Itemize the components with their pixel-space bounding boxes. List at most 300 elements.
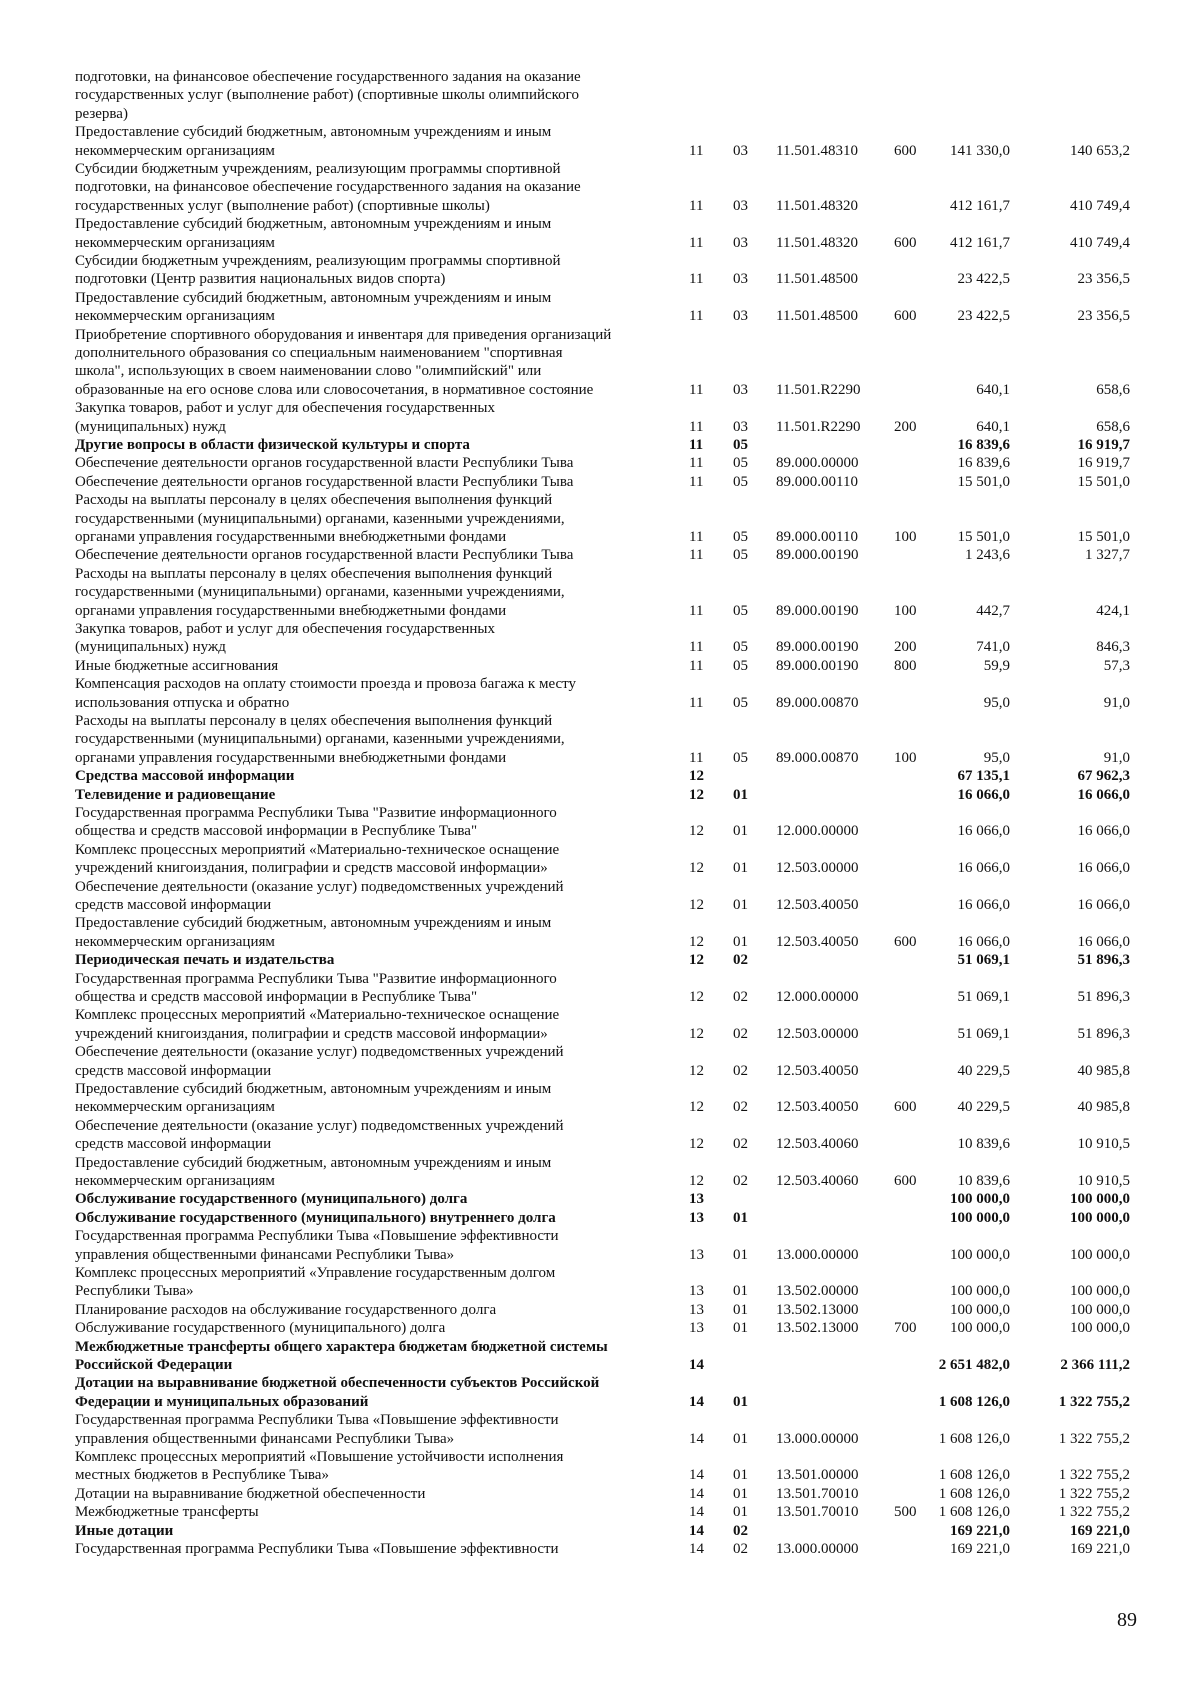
amount-year-2: 91,0 bbox=[1103, 749, 1130, 766]
amount-year-1: 51 069,1 bbox=[957, 952, 1010, 969]
amount-year-2: 1 322 755,2 bbox=[1058, 1504, 1130, 1521]
subsection-code: 02 bbox=[733, 1541, 748, 1557]
description-line: Закупка товаров, работ и услуг для обеспечения государственных bbox=[75, 400, 496, 417]
amount-year-1: 16 066,0 bbox=[957, 896, 1010, 913]
description-line: Комплекс процессных мероприятий «Управление государственным долгом bbox=[75, 1265, 556, 1281]
amount-year-1: 16 066,0 bbox=[957, 823, 1010, 840]
section-code: 11 bbox=[689, 418, 704, 435]
amount-year-2: 16 919,7 bbox=[1077, 455, 1130, 472]
target-article-code: 13.501.70010 bbox=[776, 1504, 859, 1521]
section-code: 13 bbox=[689, 1209, 704, 1226]
table-row bbox=[0, 565, 1200, 620]
description-line: местных бюджетов в Республике Тыва» bbox=[75, 1467, 329, 1484]
amount-year-2: 100 000,0 bbox=[1070, 1191, 1130, 1208]
description-line: Иные дотации bbox=[75, 1522, 174, 1539]
amount-year-1: 59,9 bbox=[983, 657, 1010, 674]
subsection-code: 01 bbox=[733, 1209, 748, 1226]
section-code: 14 bbox=[689, 1541, 704, 1557]
target-article-code: 89.000.00190 bbox=[776, 602, 859, 619]
row-description bbox=[75, 1319, 667, 1337]
expense-type-code: 100 bbox=[894, 528, 917, 545]
amount-year-1: 412 161,7 bbox=[950, 197, 1010, 214]
row-description bbox=[75, 620, 667, 657]
subsection-code: 02 bbox=[733, 1062, 748, 1079]
row-description bbox=[75, 914, 667, 951]
subsection-code: 01 bbox=[733, 1301, 748, 1318]
description-line: Комплекс процессных мероприятий «Материально-техническое оснащение bbox=[75, 1007, 560, 1024]
description-line: некоммерческим организациям bbox=[75, 308, 275, 325]
description-line: учреждений книгоиздания, полиграфии и средств массовой информации» bbox=[75, 860, 548, 877]
table-row bbox=[0, 546, 1200, 564]
row-description bbox=[75, 675, 667, 712]
target-article-code: 12.503.40050 bbox=[776, 933, 859, 950]
target-article-code: 12.000.00000 bbox=[776, 823, 859, 840]
subsection-code: 02 bbox=[733, 1136, 748, 1153]
target-article-code: 12.503.40050 bbox=[776, 1062, 859, 1079]
expense-type-code: 200 bbox=[894, 418, 917, 435]
amount-year-1: 40 229,5 bbox=[957, 1062, 1010, 1079]
row-description bbox=[75, 454, 667, 472]
amount-year-2: 169 221,0 bbox=[1070, 1522, 1130, 1539]
amount-year-2: 51 896,3 bbox=[1077, 952, 1130, 969]
subsection-code: 01 bbox=[733, 933, 748, 950]
section-code: 11 bbox=[689, 547, 704, 564]
amount-year-1: 442,7 bbox=[976, 602, 1010, 619]
section-code: 12 bbox=[689, 1136, 704, 1153]
table-row bbox=[0, 289, 1200, 326]
amount-year-2: 16 066,0 bbox=[1077, 896, 1130, 913]
description-line: Расходы на выплаты персоналу в целях обеспечения выполнения функций bbox=[75, 492, 553, 509]
section-code: 11 bbox=[689, 749, 704, 766]
description-line: Обслуживание государственного (муниципального) долга bbox=[75, 1191, 468, 1208]
table-row bbox=[0, 399, 1200, 436]
section-code: 11 bbox=[689, 657, 704, 674]
row-description bbox=[75, 970, 667, 1007]
description-line: государственных услуг (выполнение работ) (спортивные школы олимпийского bbox=[75, 87, 579, 104]
amount-year-2: 16 066,0 bbox=[1077, 860, 1130, 877]
description-line: Иные бюджетные ассигнования bbox=[75, 657, 279, 674]
section-code: 12 bbox=[689, 1099, 704, 1116]
section-code: 11 bbox=[689, 694, 704, 711]
row-description bbox=[75, 1485, 667, 1503]
description-line: Дотации на выравнивание бюджетной обеспеченности bbox=[75, 1485, 426, 1502]
section-code: 14 bbox=[689, 1522, 704, 1539]
target-article-code: 13.502.13000 bbox=[776, 1301, 859, 1318]
amount-year-1: 10 839,6 bbox=[957, 1136, 1010, 1153]
amount-year-2: 16 066,0 bbox=[1077, 933, 1130, 950]
row-description bbox=[75, 1227, 667, 1264]
target-article-code: 89.000.00190 bbox=[776, 639, 859, 656]
row-description bbox=[75, 1154, 667, 1191]
amount-year-1: 169 221,0 bbox=[950, 1541, 1010, 1557]
amount-year-2: 51 896,3 bbox=[1077, 1025, 1130, 1042]
amount-year-2: 846,3 bbox=[1096, 639, 1130, 656]
description-line: школа", использующих в своем наименовании слово "олимпийский" или bbox=[75, 363, 542, 380]
amount-year-1: 1 608 126,0 bbox=[938, 1504, 1010, 1521]
description-line: (муниципальных) нужд bbox=[75, 418, 226, 435]
subsection-code: 03 bbox=[733, 418, 748, 435]
table-row bbox=[0, 68, 1200, 123]
table-section-row bbox=[0, 436, 1200, 454]
target-article-code: 13.502.13000 bbox=[776, 1320, 859, 1337]
description-line: резерва) bbox=[75, 105, 128, 122]
subsection-code: 05 bbox=[733, 694, 748, 711]
table-row bbox=[0, 1301, 1200, 1319]
subsection-code: 03 bbox=[733, 197, 748, 214]
amount-year-2: 410 749,4 bbox=[1070, 234, 1130, 251]
amount-year-2: 410 749,4 bbox=[1070, 197, 1130, 214]
description-line: Федерации и муниципальных образований bbox=[75, 1393, 369, 1410]
description-line: государственными (муниципальными) органами, казенными учреждениями, bbox=[75, 510, 565, 527]
amount-year-2: 100 000,0 bbox=[1070, 1209, 1130, 1226]
section-code: 13 bbox=[689, 1283, 704, 1300]
amount-year-1: 67 135,1 bbox=[957, 768, 1010, 785]
amount-year-1: 1 608 126,0 bbox=[938, 1467, 1010, 1484]
expense-type-code: 600 bbox=[894, 234, 917, 251]
subsection-code: 01 bbox=[733, 1467, 748, 1484]
amount-year-2: 1 322 755,2 bbox=[1058, 1430, 1130, 1447]
target-article-code: 12.503.00000 bbox=[776, 1025, 859, 1042]
subsection-code: 03 bbox=[733, 142, 748, 159]
subsection-code: 01 bbox=[733, 823, 748, 840]
section-code: 12 bbox=[689, 823, 704, 840]
subsection-code: 02 bbox=[733, 988, 748, 1005]
description-line: государственными (муниципальными) органами, казенными учреждениями, bbox=[75, 731, 565, 748]
table-section-row bbox=[0, 1522, 1200, 1540]
amount-year-2: 15 501,0 bbox=[1077, 528, 1130, 545]
table-section-row bbox=[0, 1338, 1200, 1375]
target-article-code: 12.503.00000 bbox=[776, 860, 859, 877]
target-article-code: 12.503.40060 bbox=[776, 1172, 859, 1189]
description-line: Телевидение и радиовещание bbox=[75, 786, 276, 803]
table-row bbox=[0, 878, 1200, 915]
section-code: 11 bbox=[689, 308, 704, 325]
subsection-code: 01 bbox=[733, 1283, 748, 1300]
description-line: Расходы на выплаты персоналу в целях обеспечения выполнения функций bbox=[75, 565, 553, 582]
description-line: Другие вопросы в области физической культуры и спорта bbox=[75, 437, 470, 453]
amount-year-2: 424,1 bbox=[1096, 602, 1130, 619]
subsection-code: 02 bbox=[733, 952, 748, 969]
target-article-code: 12.503.40060 bbox=[776, 1136, 859, 1153]
table-row bbox=[0, 1485, 1200, 1503]
table-section-row bbox=[0, 1190, 1200, 1208]
table-row bbox=[0, 970, 1200, 1007]
target-article-code: 89.000.00190 bbox=[776, 547, 859, 564]
target-article-code: 13.501.00000 bbox=[776, 1467, 859, 1484]
section-code: 13 bbox=[689, 1191, 704, 1208]
section-code: 12 bbox=[689, 860, 704, 877]
amount-year-2: 10 910,5 bbox=[1077, 1172, 1130, 1189]
row-description bbox=[75, 1006, 667, 1043]
amount-year-2: 1 322 755,2 bbox=[1058, 1393, 1130, 1410]
section-code: 11 bbox=[689, 528, 704, 545]
subsection-code: 03 bbox=[733, 381, 748, 398]
section-code: 14 bbox=[689, 1485, 704, 1502]
amount-year-1: 16 066,0 bbox=[957, 786, 1010, 803]
section-code: 11 bbox=[689, 437, 704, 453]
expense-type-code: 100 bbox=[894, 602, 917, 619]
row-description bbox=[75, 1190, 667, 1208]
description-line: Средства массовой информации bbox=[75, 768, 295, 785]
row-description bbox=[75, 289, 667, 326]
description-line: Предоставление субсидий бюджетным, автономным учреждениям и иным bbox=[75, 124, 552, 141]
section-code: 14 bbox=[689, 1504, 704, 1521]
table-row bbox=[0, 1540, 1200, 1558]
section-code: 12 bbox=[689, 1025, 704, 1042]
description-line: подготовки, на финансовое обеспечение государственного задания на оказание bbox=[75, 179, 581, 196]
target-article-code: 11.501.R2290 bbox=[776, 381, 861, 398]
description-line: подготовки, на финансовое обеспечение государственного задания на оказание bbox=[75, 69, 581, 85]
section-code: 11 bbox=[689, 197, 704, 214]
target-article-code: 12.503.40050 bbox=[776, 896, 859, 913]
section-code: 13 bbox=[689, 1320, 704, 1337]
expense-type-code: 600 bbox=[894, 1172, 917, 1189]
row-description bbox=[75, 1374, 667, 1411]
row-description bbox=[75, 436, 667, 454]
row-description bbox=[75, 160, 667, 215]
expense-type-code: 800 bbox=[894, 657, 917, 674]
row-description bbox=[75, 1264, 667, 1301]
description-line: Планирование расходов на обслуживание государственного долга bbox=[75, 1301, 497, 1318]
row-description bbox=[75, 767, 667, 785]
target-article-code: 12.000.00000 bbox=[776, 988, 859, 1005]
subsection-code: 03 bbox=[733, 271, 748, 288]
description-line: государственных услуг (выполнение работ) (спортивные школы) bbox=[75, 197, 490, 214]
description-line: Предоставление субсидий бюджетным, автономным учреждениям и иным bbox=[75, 216, 552, 233]
subsection-code: 01 bbox=[733, 1485, 748, 1502]
description-line: Расходы на выплаты персоналу в целях обеспечения выполнения функций bbox=[75, 713, 553, 729]
target-article-code: 11.501.R2290 bbox=[776, 418, 861, 435]
description-line: подготовки (Центр развития национальных видов спорта) bbox=[75, 271, 446, 288]
amount-year-2: 1 327,7 bbox=[1085, 547, 1130, 564]
description-line: Обслуживание государственного (муниципального) долга bbox=[75, 1320, 446, 1337]
table-row bbox=[0, 1043, 1200, 1080]
amount-year-1: 51 069,1 bbox=[957, 988, 1010, 1005]
target-article-code: 11.501.48320 bbox=[776, 197, 858, 214]
description-line: Обеспечение деятельности органов государственной власти Республики Тыва bbox=[75, 455, 574, 472]
section-code: 12 bbox=[689, 988, 704, 1005]
row-description bbox=[75, 1080, 667, 1117]
expense-type-code: 600 bbox=[894, 308, 917, 325]
expense-type-code: 600 bbox=[894, 142, 917, 159]
page-number: 89 bbox=[1117, 1609, 1137, 1631]
section-code: 11 bbox=[689, 639, 704, 656]
description-line: Дотации на выравнивание бюджетной обеспеченности субъектов Российской bbox=[75, 1375, 600, 1392]
amount-year-1: 1 243,6 bbox=[965, 547, 1010, 564]
table-row bbox=[0, 657, 1200, 675]
description-line: Компенсация расходов на оплату стоимости проезда и провоза багажа к месту bbox=[75, 676, 576, 693]
row-description bbox=[75, 326, 667, 400]
amount-year-2: 40 985,8 bbox=[1077, 1062, 1130, 1079]
subsection-code: 01 bbox=[733, 1320, 748, 1337]
subsection-code: 05 bbox=[733, 455, 748, 472]
row-description bbox=[75, 841, 667, 878]
amount-year-2: 10 910,5 bbox=[1077, 1136, 1130, 1153]
row-description bbox=[75, 491, 667, 546]
target-article-code: 89.000.00110 bbox=[776, 473, 858, 490]
amount-year-2: 23 356,5 bbox=[1077, 308, 1130, 325]
subsection-code: 02 bbox=[733, 1025, 748, 1042]
expense-type-code: 500 bbox=[894, 1504, 917, 1521]
description-line: Обеспечение деятельности органов государственной власти Республики Тыва bbox=[75, 547, 574, 564]
table-row bbox=[0, 1448, 1200, 1485]
amount-year-1: 10 839,6 bbox=[957, 1172, 1010, 1189]
section-code: 11 bbox=[689, 602, 704, 619]
row-description bbox=[75, 1338, 667, 1375]
table-row bbox=[0, 491, 1200, 546]
table-row bbox=[0, 914, 1200, 951]
description-line: образованные на его основе слова или словосочетания, в нормативное состояние bbox=[75, 381, 594, 398]
row-description bbox=[75, 1411, 667, 1448]
subsection-code: 01 bbox=[733, 860, 748, 877]
amount-year-2: 16 066,0 bbox=[1077, 823, 1130, 840]
subsection-code: 03 bbox=[733, 234, 748, 251]
row-description bbox=[75, 657, 667, 675]
amount-year-2: 51 896,3 bbox=[1077, 988, 1130, 1005]
subsection-code: 05 bbox=[733, 639, 748, 656]
expense-type-code: 200 bbox=[894, 639, 917, 656]
expense-type-code: 700 bbox=[894, 1320, 917, 1337]
subsection-code: 02 bbox=[733, 1172, 748, 1189]
amount-year-1: 15 501,0 bbox=[957, 473, 1010, 490]
section-code: 13 bbox=[689, 1246, 704, 1263]
amount-year-2: 91,0 bbox=[1103, 694, 1130, 711]
row-description bbox=[75, 786, 667, 804]
table-row bbox=[0, 841, 1200, 878]
amount-year-2: 140 653,2 bbox=[1070, 142, 1130, 159]
table-row bbox=[0, 1503, 1200, 1521]
amount-year-1: 640,1 bbox=[976, 418, 1010, 435]
table-section-row bbox=[0, 951, 1200, 969]
row-description bbox=[75, 804, 667, 841]
amount-year-2: 1 322 755,2 bbox=[1058, 1485, 1130, 1502]
section-code: 11 bbox=[689, 455, 704, 472]
amount-year-1: 23 422,5 bbox=[957, 271, 1010, 288]
table-row bbox=[0, 804, 1200, 841]
table-section-row bbox=[0, 1374, 1200, 1411]
description-line: некоммерческим организациям bbox=[75, 1173, 275, 1189]
description-line: учреждений книгоиздания, полиграфии и средств массовой информации» bbox=[75, 1025, 548, 1042]
description-line: Обеспечение деятельности (оказание услуг) подведомственных учреждений bbox=[75, 878, 564, 895]
row-description bbox=[75, 215, 667, 252]
description-line: средств массовой информации bbox=[75, 897, 272, 913]
description-line: управления общественными финансами Республики Тыва» bbox=[75, 1430, 455, 1447]
description-line: государственными (муниципальными) органами, казенными учреждениями, bbox=[75, 584, 565, 601]
amount-year-1: 100 000,0 bbox=[950, 1209, 1010, 1226]
table-section-row bbox=[0, 767, 1200, 785]
target-article-code: 12.503.40050 bbox=[776, 1099, 859, 1116]
description-line: средств массовой информации bbox=[75, 1062, 272, 1079]
amount-year-1: 2 651 482,0 bbox=[938, 1356, 1010, 1373]
target-article-code: 89.000.00190 bbox=[776, 657, 859, 674]
table-row bbox=[0, 326, 1200, 400]
amount-year-2: 100 000,0 bbox=[1070, 1320, 1130, 1337]
subsection-code: 01 bbox=[733, 1393, 748, 1410]
amount-year-2: 67 962,3 bbox=[1077, 768, 1130, 785]
description-line: некоммерческим организациям bbox=[75, 1099, 275, 1116]
amount-year-1: 412 161,7 bbox=[950, 234, 1010, 251]
section-code: 11 bbox=[689, 234, 704, 251]
section-code: 12 bbox=[689, 768, 704, 785]
target-article-code: 13.501.70010 bbox=[776, 1485, 859, 1502]
row-description bbox=[75, 399, 667, 436]
amount-year-1: 100 000,0 bbox=[950, 1283, 1010, 1300]
amount-year-1: 141 330,0 bbox=[950, 142, 1010, 159]
subsection-code: 02 bbox=[733, 1099, 748, 1116]
description-line: Закупка товаров, работ и услуг для обеспечения государственных bbox=[75, 621, 496, 637]
description-line: общества и средств массовой информации в Республике Тыва" bbox=[75, 989, 478, 1005]
description-line: некоммерческим организациям bbox=[75, 234, 275, 251]
target-article-code: 13.502.00000 bbox=[776, 1283, 859, 1300]
target-article-code: 11.501.48310 bbox=[776, 142, 858, 159]
subsection-code: 01 bbox=[733, 1246, 748, 1263]
target-article-code: 89.000.00870 bbox=[776, 694, 859, 711]
section-code: 13 bbox=[689, 1301, 704, 1318]
target-article-code: 13.000.00000 bbox=[776, 1430, 859, 1447]
description-line: Субсидии бюджетным учреждениям, реализующим программы спортивной bbox=[75, 161, 561, 177]
table-row bbox=[0, 1080, 1200, 1117]
description-line: Обеспечение деятельности органов государственной власти Республики Тыва bbox=[75, 473, 574, 490]
target-article-code: 11.501.48500 bbox=[776, 308, 858, 325]
table-row bbox=[0, 1264, 1200, 1301]
amount-year-1: 95,0 bbox=[983, 749, 1010, 766]
description-line: Республики Тыва» bbox=[75, 1283, 194, 1300]
amount-year-1: 100 000,0 bbox=[950, 1246, 1010, 1263]
amount-year-2: 57,3 bbox=[1103, 657, 1130, 674]
amount-year-2: 2 366 111,2 bbox=[1060, 1356, 1130, 1373]
row-description bbox=[75, 1301, 667, 1319]
amount-year-2: 15 501,0 bbox=[1077, 473, 1130, 490]
section-code: 11 bbox=[689, 142, 704, 159]
subsection-code: 05 bbox=[733, 437, 748, 453]
section-code: 11 bbox=[689, 271, 704, 288]
section-code: 14 bbox=[689, 1393, 704, 1410]
section-code: 12 bbox=[689, 1062, 704, 1079]
description-line: Приобретение спортивного оборудования и инвентаря для приведения организаций bbox=[75, 326, 612, 343]
description-line: использования отпуска и обратно bbox=[75, 694, 290, 711]
table-row bbox=[0, 123, 1200, 160]
section-code: 14 bbox=[689, 1430, 704, 1447]
row-description bbox=[75, 252, 667, 289]
table-row bbox=[0, 215, 1200, 252]
subsection-code: 05 bbox=[733, 528, 748, 545]
description-line: управления общественными финансами Республики Тыва» bbox=[75, 1246, 455, 1263]
row-description bbox=[75, 1043, 667, 1080]
amount-year-2: 16 919,7 bbox=[1077, 437, 1130, 453]
amount-year-1: 169 221,0 bbox=[950, 1522, 1010, 1539]
section-code: 14 bbox=[689, 1467, 704, 1484]
row-description bbox=[75, 473, 667, 491]
description-line: Комплекс процессных мероприятий «Повышение устойчивости исполнения bbox=[75, 1449, 564, 1465]
table-row bbox=[0, 454, 1200, 472]
section-code: 12 bbox=[689, 896, 704, 913]
section-code: 14 bbox=[689, 1356, 704, 1373]
table-row bbox=[0, 160, 1200, 215]
amount-year-1: 51 069,1 bbox=[957, 1025, 1010, 1042]
description-line: Субсидии бюджетным учреждениям, реализующим программы спортивной bbox=[75, 253, 561, 269]
table-row bbox=[0, 1117, 1200, 1154]
subsection-code: 01 bbox=[733, 1504, 748, 1521]
description-line: Государственная программа Республики Тыва «Повышение эффективности bbox=[75, 1228, 559, 1245]
description-line: Предоставление субсидий бюджетным, автономным учреждениям и иным bbox=[75, 915, 552, 932]
target-article-code: 13.000.00000 bbox=[776, 1246, 859, 1263]
description-line: общества и средств массовой информации в Республике Тыва" bbox=[75, 823, 478, 840]
description-line: Комплекс процессных мероприятий «Материально-техническое оснащение bbox=[75, 841, 560, 858]
description-line: средств массовой информации bbox=[75, 1136, 272, 1153]
amount-year-1: 100 000,0 bbox=[950, 1301, 1010, 1318]
target-article-code: 89.000.00000 bbox=[776, 455, 859, 472]
table-row bbox=[0, 1154, 1200, 1191]
